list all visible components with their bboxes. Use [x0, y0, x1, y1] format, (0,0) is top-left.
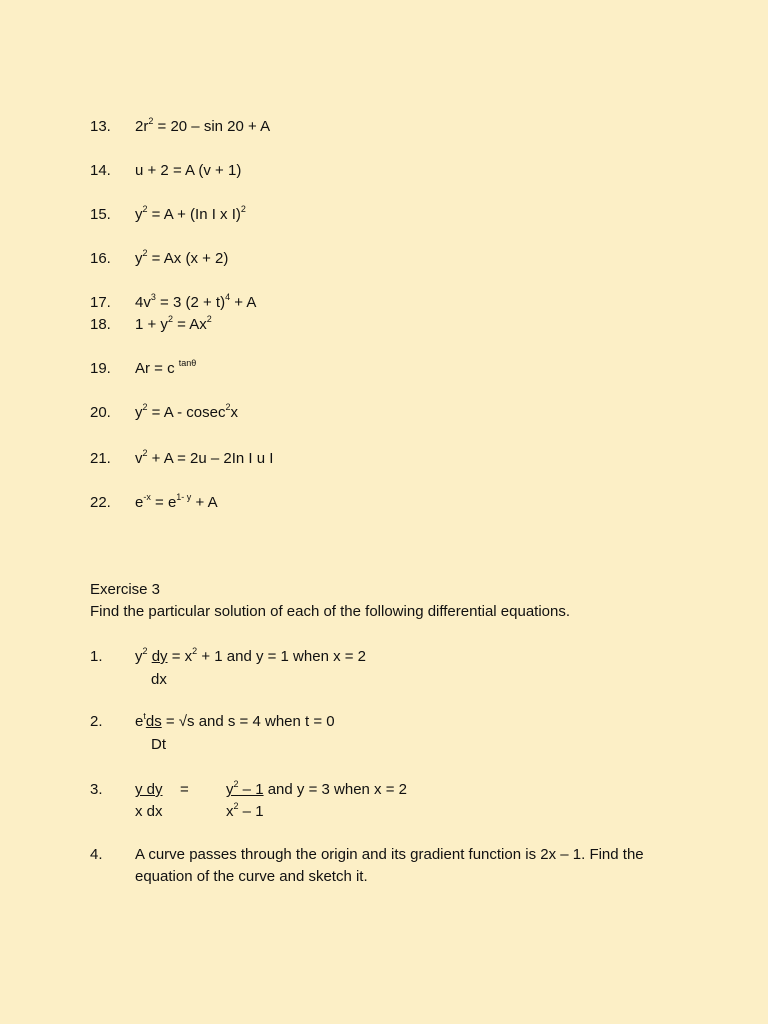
- answer-number: 17.: [90, 294, 111, 311]
- answer-number: 22.: [90, 494, 111, 511]
- answer-equation: u + 2 = A (v + 1): [135, 162, 242, 179]
- question-equation: $y^2$ dy = $x^2 + 1$ and y = 1 when x = 2: [135, 646, 367, 665]
- answer-number: 14.: [90, 162, 111, 179]
- question-number: 1.: [90, 648, 103, 665]
- exercise-3-title: Exercise 3: [90, 581, 161, 598]
- question-4-text: A curve passes through the origin and its gradient function is 2x – 1. Find the equation of the curve and sketch it.: [135, 846, 644, 885]
- answer-number: 20.: [90, 404, 111, 421]
- answer-equation: $e^{-x} = e^{1- y} + A$: [135, 492, 218, 511]
- answer-equation: $v^2 + A = 2u - 2In$ I u I: [135, 448, 274, 467]
- question-number: 3.: [90, 781, 103, 798]
- answer-number: 21.: [90, 450, 111, 467]
- answer-number: 13.: [90, 118, 111, 135]
- question-number: 4.: [90, 846, 103, 863]
- exercise-3-instruction: Find the particular solution of each of the following differential equations.: [90, 603, 571, 620]
- rhs-denominator: $x^2 - 1$: [226, 801, 264, 820]
- question-number: 2.: [90, 713, 103, 730]
- answer-number: 16.: [90, 250, 111, 267]
- lhs-numerator: y dy: [135, 781, 163, 798]
- worksheet-page: 13. $2r^2 = 20 - \sin 20 + A$ 14. u + 2 = A (v + 1) 15. $y^2 = A + (In$ I x I)$^2$ 16. $y^2 = Ax$ (x + 2) 17. $4v^3 = 3$ $(2 + t)^4 + A$ 18. $1 + y^2 = Ax^2$ 19. Ar = c $^{tan\theta}$ 20. $y^2 = A - cosec^2x$ 21. $v^2 + A = 2u - 2In$ I u I 22. $e^{-x} = e^{1- y} + A$ Exercise 3 Find the particular solution of each of the following differential equations. 1. $y^2$ dy = $x^2 + 1$ and y = 1 when x = 2 dx 2. $e^tds = √s$ and s = 4 when t = 0 Dt 3. y dy = $y^2 - 1$ and y = 3 when x = 2 x dx $x^2 - 1$ 4. A curve passes through the origin and its gradient function is 2x – 1. Find the equation of the curve and sketch it.: [0, 0, 768, 1024]
- answer-equation: Ar = c $^{tan\theta}$: [135, 358, 197, 377]
- answer-equation: $2r^2 = 20 - \sin 20 + A$: [135, 116, 271, 135]
- equals-sign: =: [180, 781, 189, 798]
- answer-equation: $y^2 = A + (In$ I x I)$^2$: [135, 204, 246, 223]
- answer-number: 19.: [90, 360, 111, 377]
- answer-number: 15.: [90, 206, 111, 223]
- answer-equation: $4v^3 = 3$ $(2 + t)^4 + A$: [135, 292, 257, 311]
- answer-equation: $y^2 = Ax$ (x + 2): [135, 248, 229, 267]
- rhs-numerator: $y^2 - 1$ and y = 3 when x = 2: [226, 779, 407, 798]
- answer-number: 18.: [90, 316, 111, 333]
- answer-equation: $1 + y^2 = Ax^2$: [135, 314, 212, 333]
- answer-equation: $y^2 = A - cosec^2x$: [135, 402, 238, 421]
- question-equation: $e^tds = √s$ and s = 4 when t = 0: [135, 711, 335, 730]
- lhs-denominator: x dx: [135, 803, 163, 820]
